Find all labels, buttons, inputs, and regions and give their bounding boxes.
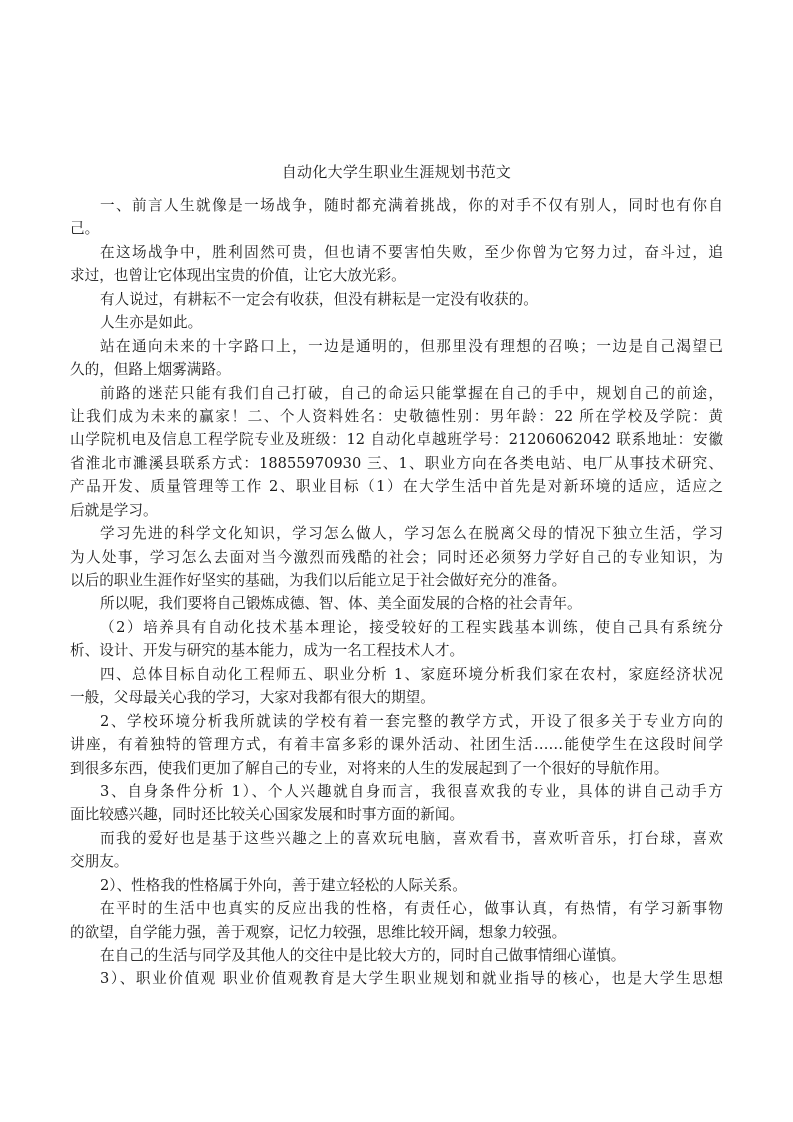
text-line: 己。 [70,220,100,238]
paragraph [70,897,723,944]
text-line: 学习先进的科学文化知识，学习怎么做人，学习怎么在脱离父母的情况下独立生活，学习 [100,525,723,543]
text-line: 在平时的生活中也真实的反应出我的性格，有责任心，做事认真，有热情，有学习新事物 [100,900,723,918]
paragraph [70,311,723,334]
text-line: 求过，也曾让它体现出宝贵的价值，让它大放光彩。 [70,267,406,285]
text-line: 产品开发、质量管理等工作 2、职业目标（1）在大学生活中首先是对新环境的适应，适应之 [70,478,723,496]
paragraph [70,944,723,967]
text-line: （2）培养具有自动化技术基本理论，接受较好的工程实践基本训练，使自己具有系统分 [100,618,723,636]
paragraph [70,241,723,288]
text-line: 一、前言人生就像是一场战争，随时都充满着挑战，你的对手不仅有别人，同时也有你自 [100,197,723,214]
text-line: 为人处事，学习怎么去面对当今激烈而残酷的社会；同时还必须努力学好自己的专业知识，为 [70,548,723,566]
text-line: 让我们成为未来的赢家！二、个人资料姓名：史敬德性别：男年龄：22 所在学校及学院：黄 [70,407,723,425]
text-line: 所以呢，我们要将自己锻炼成德、智、体、美全面发展的合格的社会青年。 [100,595,582,613]
text-line: 前路的迷茫只能有我们自己打破，自己的命运只能掌握在自己的手中，规划自己的前途， [100,384,723,402]
text-line: 到很多东西，使我们更加了解自己的专业，对将来的人生的发展起到了一个很好的导航作用。 [70,759,669,777]
paragraph [70,874,723,897]
document-title: 自动化大学生职业生涯规划书范文 [281,163,512,181]
text-line: 2、学校环境分析我所就读的学校有着一套完整的教学方式，开设了很多关于专业方向的 [100,712,723,730]
text-line: 在这场战争中，胜利固然可贵，但也请不要害怕失败，至少你曾为它努力过，奋斗过，追 [100,243,723,261]
text-line: 的欲望，自学能力强，善于观察，记忆力较强，思维比较开阔，想象力较强。 [70,923,567,941]
paragraph [70,663,723,710]
text-line: 山学院机电及信息工程学院专业及班级：12 自动化卓越班学号：21206062042 联系地址：安徽 [70,431,723,449]
paragraph [70,382,723,523]
text-line: 析、设计、开发与研究的基本能力，成为一名工程技术人才。 [70,642,465,660]
paragraph [70,710,723,780]
paragraph [70,288,723,311]
paragraph [70,335,723,382]
text-line: 四、总体目标自动化工程师五、职业分析 1、家庭环境分析我们家在农村，家庭经济状况 [100,665,723,683]
text-line: 久的，但路上烟雾满路。 [70,361,231,379]
paragraph [70,194,723,241]
text-line: 讲座，有着独特的管理方式，有着丰富多彩的课外活动、社团生活……能使学生在这段时间学 [70,736,723,754]
text-line: 交朋友。 [70,853,129,871]
text-line: 站在通向未来的十字路口上，一边是通明的，但那里没有理想的召唤；一边是自己渴望已 [100,337,723,355]
document-body [70,194,723,991]
text-line: 省淮北市濉溪县联系方式：18855970930 三、1、职业方向在各类电站、电厂从事技术研究、 [70,454,723,472]
paragraph [70,592,723,615]
text-line: 一般，父母最关心我的学习，大家对我都有很大的期望。 [70,689,435,707]
paragraph [70,780,723,827]
paragraph [70,616,723,663]
text-line: 后就是学习。 [70,501,158,519]
paragraph [70,522,723,592]
text-line: 3）、职业价值观 职业价值观教育是大学生职业规划和就业指导的核心，也是大学生思想 [100,970,723,988]
text-line: 人生亦是如此。 [100,314,203,332]
text-line: 2）、性格我的性格属于外向，善于建立轻松的人际关系。 [100,876,467,894]
paragraph [70,827,723,874]
text-line: 面比较感兴趣，同时还比较关心国家发展和时事方面的新闻。 [70,806,465,824]
text-line: 有人说过，有耕耘不一定会有收获，但没有耕耘是一定没有收获的。 [100,290,538,308]
text-line: 在自己的生活与同学及其他人的交往中是比较大方的，同时自己做事情细心谨慎。 [100,947,626,964]
text-line: 3、自身条件分析 1）、个人兴趣就自身而言，我很喜欢我的专业，具体的讲自己动手方 [100,782,723,800]
paragraph [70,967,723,990]
text-line: 而我的爱好也是基于这些兴趣之上的喜欢玩电脑，喜欢看书，喜欢听音乐，打台球，喜欢 [100,829,723,847]
text-line: 以后的职业生涯作好坚实的基础，为我们以后能立足于社会做好充分的准备。 [70,572,567,589]
